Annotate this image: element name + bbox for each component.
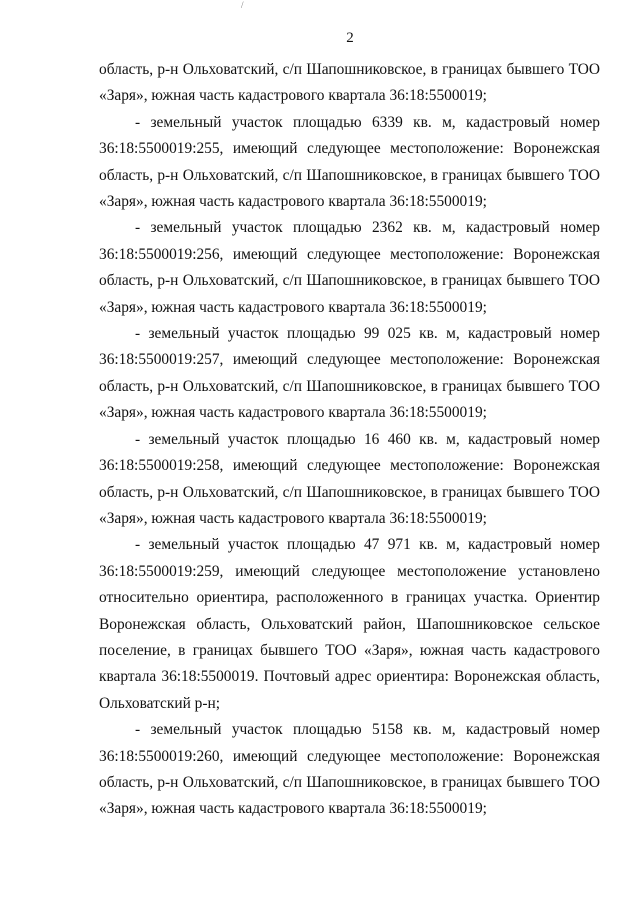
paragraph-land-plot-256: - земельный участок площадью 2362 кв. м, кадастровый номер 36:18:5500019:256, имеющий следующее местоположение: Воронежская область, р-н Ольховатский, с/п Шапошниковское, в границах бывшего ТОО «Заря», южная часть кадастрового квартала 36:18:5500019; [99,219,600,316]
document-body [99,57,600,823]
paragraph-land-plot-255: - земельный участок площадью 6339 кв. м, кадастровый номер 36:18:5500019:255, имеющий следующее местоположение: Воронежская область, р-н Ольховатский, с/п Шапошниковское, в границах бывшего ТОО «Заря», южная часть кадастрового квартала 36:18:5500019; [99,113,600,211]
paragraph-continuation: область, р-н Ольховатский, с/п Шапошниковское, в границах бывшего ТОО «Заря», южная часть кадастрового квартала 36:18:5500019; [99,61,600,105]
scan-mark: / [241,0,244,10]
paragraph-land-plot-260: - земельный участок площадью 5158 кв. м, кадастровый номер 36:18:5500019:260, имеющий следующее местоположение: Воронежская область, р-н Ольховатский, с/п Шапошниковское, в границах бывшего ТОО «Заря», южная часть кадастрового квартала 36:18:5500019; [99,721,600,818]
paragraph-land-plot-259: - земельный участок площадью 47 971 кв. м, кадастровый номер 36:18:5500019:259, имеющий следующее местоположение установлено относительно ориентира, расположенного в границах участка. Ориентир Воронежская область, Ольховатский район, Шапошниковское сельское поселение, в границах бывшего ТОО «Заря», южная часть кадастрового квартала 36:18:5500019. Почтовый адрес ориентира: Воронежская область, Ольховатский р-н; [99,536,600,712]
paragraph-land-plot-257: - земельный участок площадью 99 025 кв. м, кадастровый номер 36:18:5500019:257, имеющий следующее местоположение: Воронежская область, р-н Ольховатский, с/п Шапошниковское, в границах бывшего ТОО «Заря», южная часть кадастрового квартала 36:18:5500019; [99,325,600,422]
page-number: 2 [346,30,354,46]
paragraph-land-plot-258: - земельный участок площадью 16 460 кв. м, кадастровый номер 36:18:5500019:258, имеющий следующее местоположение: Воронежская область, р-н Ольховатский, с/п Шапошниковское, в границах бывшего ТОО «Заря», южная часть кадастрового квартала 36:18:5500019; [99,430,600,527]
